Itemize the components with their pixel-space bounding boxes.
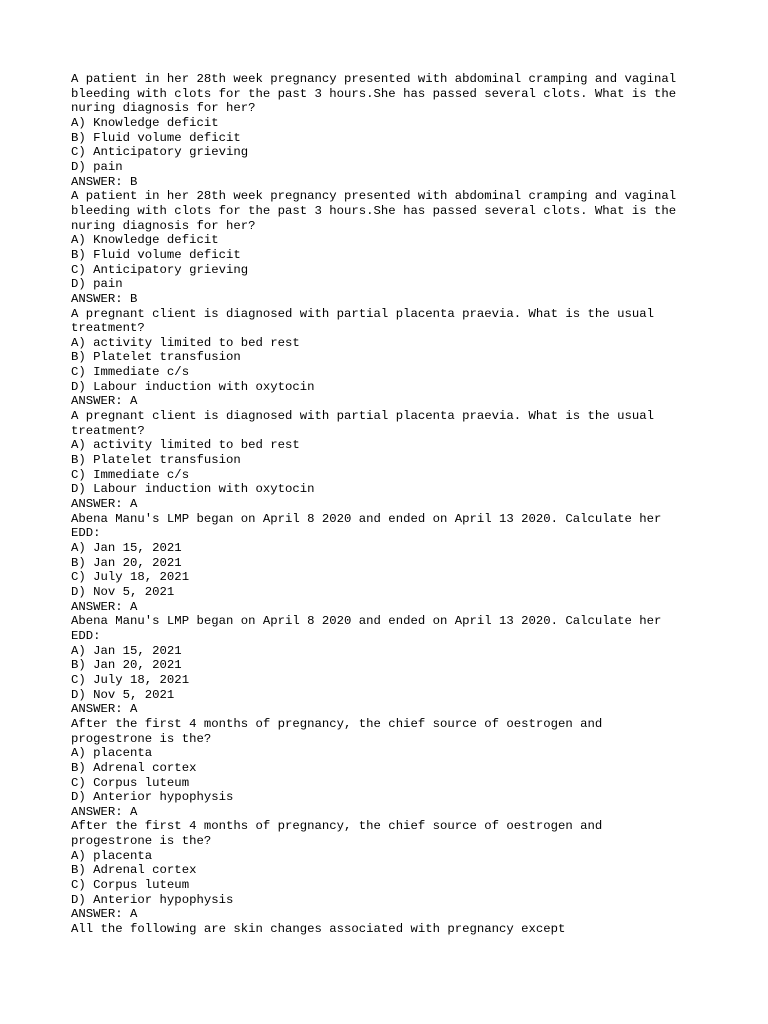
text-line: ANSWER: A bbox=[71, 394, 138, 409]
text-line: B) Adrenal cortex bbox=[71, 760, 197, 775]
text-line: C) Anticipatory grieving bbox=[71, 262, 249, 277]
text-line: nuring diagnosis for her? bbox=[71, 101, 256, 116]
text-line: A pregnant client is diagnosed with partial placenta praevia. What is the usual bbox=[71, 409, 654, 424]
text-line: A) Knowledge deficit bbox=[71, 233, 219, 248]
text-line: D) Anterior hypophysis bbox=[71, 892, 234, 907]
text-line: A) activity limited to bed rest bbox=[71, 438, 300, 453]
text-line: D) pain bbox=[71, 159, 123, 174]
text-line: A) placenta bbox=[71, 848, 153, 863]
text-line: B) Fluid volume deficit bbox=[71, 130, 241, 145]
text-line: ANSWER: A bbox=[71, 599, 138, 614]
text-line: After the first 4 months of pregnancy, the chief source of oestrogen and bbox=[71, 819, 603, 834]
text-line: B) Jan 20, 2021 bbox=[71, 555, 182, 570]
text-line: A) Knowledge deficit bbox=[71, 115, 219, 130]
text-line: C) Immediate c/s bbox=[71, 467, 190, 482]
text-line: ANSWER: A bbox=[71, 702, 138, 717]
text-line: treatment? bbox=[71, 321, 145, 336]
text-line: D) Nov 5, 2021 bbox=[71, 687, 175, 702]
text-line: treatment? bbox=[71, 423, 145, 438]
text-line: D) pain bbox=[71, 277, 123, 292]
text-line: ANSWER: A bbox=[71, 907, 138, 922]
text-line: A) activity limited to bed rest bbox=[71, 335, 300, 350]
text-line: bleeding with clots for the past 3 hours.She has passed several clots. What is the bbox=[71, 203, 677, 218]
text-line: C) Immediate c/s bbox=[71, 365, 190, 380]
text-line: EDD: bbox=[71, 628, 101, 643]
text-line: ANSWER: A bbox=[71, 497, 138, 512]
text-line: B) Adrenal cortex bbox=[71, 863, 197, 878]
text-line: ANSWER: B bbox=[71, 174, 138, 189]
text-line: A) Jan 15, 2021 bbox=[71, 643, 182, 658]
text-line: C) Anticipatory grieving bbox=[71, 145, 249, 160]
text-line: C) Corpus luteum bbox=[71, 878, 190, 893]
text-line: D) Labour induction with oxytocin bbox=[71, 379, 315, 394]
text-line: ANSWER: A bbox=[71, 804, 138, 819]
text-line: B) Platelet transfusion bbox=[71, 453, 241, 468]
text-line: After the first 4 months of pregnancy, the chief source of oestrogen and bbox=[71, 716, 603, 731]
text-line: All the following are skin changes associated with pregnancy except bbox=[71, 922, 566, 937]
text-line: progestrone is the? bbox=[71, 834, 212, 849]
text-line: A) Jan 15, 2021 bbox=[71, 541, 182, 555]
text-line: ANSWER: B bbox=[71, 291, 138, 306]
text-line: A pregnant client is diagnosed with partial placenta praevia. What is the usual bbox=[71, 306, 654, 321]
text-line: D) Nov 5, 2021 bbox=[71, 584, 175, 599]
text-line: bleeding with clots for the past 3 hours.She has passed several clots. What is the bbox=[71, 86, 677, 101]
text-line: D) Anterior hypophysis bbox=[71, 790, 234, 805]
text-line: Abena Manu's LMP began on April 8 2020 and ended on April 13 2020. Calculate her bbox=[71, 614, 662, 629]
text-line: B) Jan 20, 2021 bbox=[71, 658, 182, 673]
text-line: Abena Manu's LMP began on April 8 2020 and ended on April 13 2020. Calculate her bbox=[71, 511, 662, 526]
text-line: D) Labour induction with oxytocin bbox=[71, 482, 315, 497]
text-line: progestrone is the? bbox=[71, 731, 212, 746]
text-line: B) Platelet transfusion bbox=[71, 350, 241, 365]
text-line: EDD: bbox=[71, 526, 101, 541]
text-line: B) Fluid volume deficit bbox=[71, 247, 241, 262]
text-line: A patient in her 28th week pregnancy presented with abdominal cramping and vaginal bbox=[71, 189, 677, 204]
text-line: C) Corpus luteum bbox=[71, 775, 190, 790]
text-line: A patient in her 28th week pregnancy presented with abdominal cramping and vaginal bbox=[71, 72, 677, 86]
text-line: C) July 18, 2021 bbox=[71, 672, 190, 687]
document-page bbox=[71, 72, 711, 937]
text-line: A) placenta bbox=[71, 746, 153, 761]
text-line: nuring diagnosis for her? bbox=[71, 218, 256, 233]
text-line: C) July 18, 2021 bbox=[71, 570, 190, 585]
